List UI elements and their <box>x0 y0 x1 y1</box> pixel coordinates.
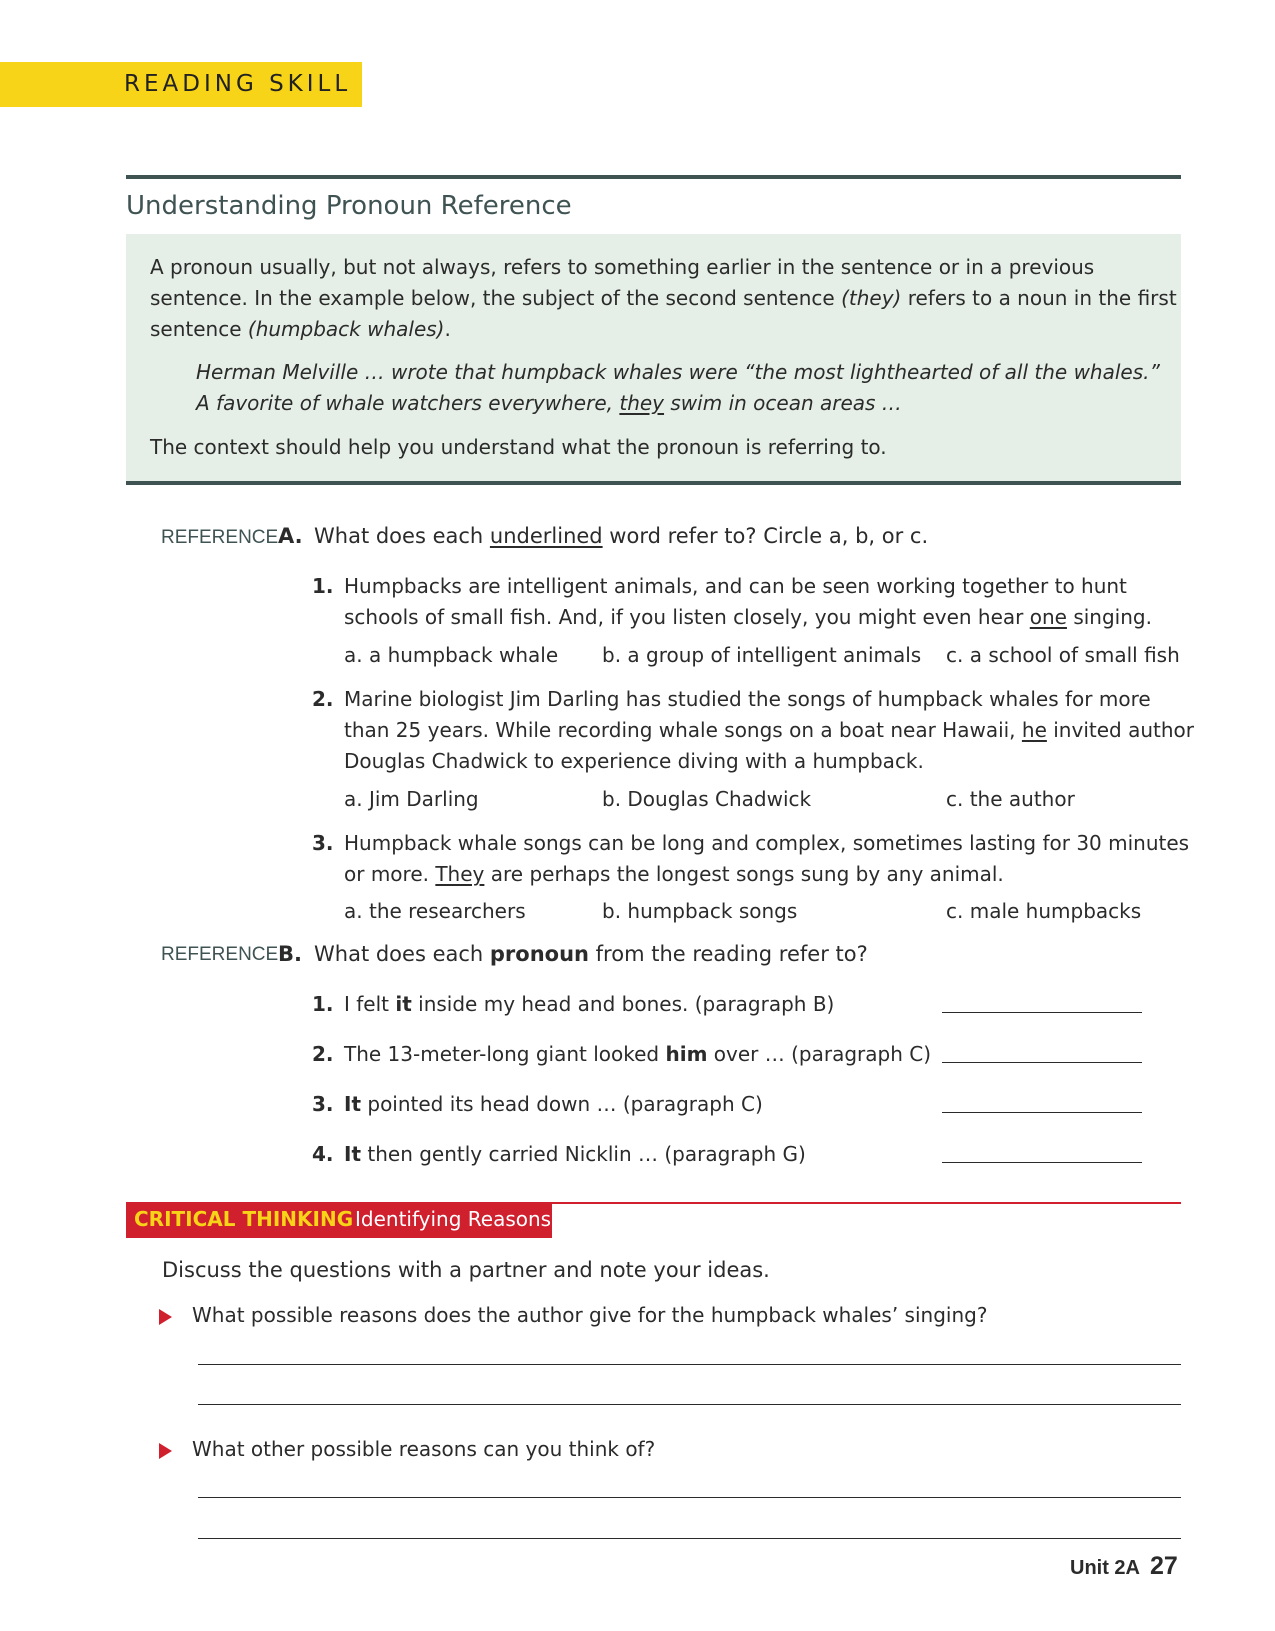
skill-intro-line-3: sentence (humpback whales). <box>150 317 451 341</box>
ct-answer-line-2a[interactable] <box>198 1497 1181 1498</box>
a3-option-a[interactable]: a. the researchers <box>344 899 526 923</box>
a2-line-2: than 25 years. While recording whale songs on a boat near Hawaii, he invited author <box>344 718 1194 742</box>
section-label: READING SKILL <box>124 71 352 97</box>
b4-text: It then gently carried Nicklin … (paragraph G) <box>344 1142 806 1166</box>
a1-option-c[interactable]: c. a school of small fish <box>946 643 1180 667</box>
ct-answer-line-1b[interactable] <box>198 1404 1181 1405</box>
ct-question-1: What possible reasons does the author give for the humpback whales’ singing? <box>192 1303 988 1327</box>
exercise-b-tag: REFERENCE <box>161 944 279 965</box>
a3-line-1: Humpback whale songs can be long and complex, sometimes lasting for 30 minutes <box>344 831 1190 855</box>
exercise-a-tag: REFERENCE <box>161 527 279 548</box>
example-underlined-pronoun: they <box>619 391 665 415</box>
a2-underlined-word: he <box>1021 718 1047 742</box>
b1-text: I felt it inside my head and bones. (paragraph B) <box>344 992 835 1016</box>
critical-thinking-tab <box>126 1202 552 1238</box>
b3-number: 3. <box>312 1092 334 1116</box>
critical-thinking-heading: CRITICAL THINKING <box>134 1207 354 1231</box>
b3-text: It pointed its head down … (paragraph C) <box>344 1092 763 1116</box>
b3-answer-blank[interactable] <box>942 1112 1142 1113</box>
a1-option-b[interactable]: b. a group of intelligent animals <box>602 643 922 667</box>
a2-number: 2. <box>312 687 334 711</box>
a1-option-a[interactable]: a. a humpback whale <box>344 643 559 667</box>
bullet-triangle-icon <box>159 1309 172 1325</box>
b2-text: The 13-meter-long giant looked him over … (paragraph C) <box>344 1042 931 1066</box>
skill-bottom-rule <box>126 481 1181 485</box>
exercise-a-instruction: A. What does each underlined word refer to? Circle a, b, or c. <box>278 524 929 548</box>
a2-option-b[interactable]: b. Douglas Chadwick <box>602 787 812 811</box>
a2-line-3: Douglas Chadwick to experience diving with a humpback. <box>344 749 924 773</box>
a2-option-c[interactable]: c. the author <box>946 787 1075 811</box>
page-footer <box>1070 1552 1178 1581</box>
a1-line-1: Humpbacks are intelligent animals, and can be seen working together to hunt <box>344 574 1127 598</box>
b4-number: 4. <box>312 1142 334 1166</box>
b4-answer-blank[interactable] <box>942 1162 1142 1163</box>
critical-thinking-instruction: Discuss the questions with a partner and note your ideas. <box>162 1258 770 1282</box>
example-line-2: A favorite of whale watchers everywhere, they swim in ocean areas … <box>196 391 902 415</box>
b2-number: 2. <box>312 1042 334 1066</box>
skill-intro-line-2: sentence. In the example below, the subject of the second sentence (they) refers to a noun in the first <box>150 286 1177 310</box>
a1-line-2: schools of small fish. And, if you listen closely, you might even hear one singing. <box>344 605 1152 629</box>
critical-thinking-subheading: Identifying Reasons <box>355 1207 552 1231</box>
a1-number: 1. <box>312 574 334 598</box>
b1-answer-blank[interactable] <box>942 1012 1142 1013</box>
skill-title: Understanding Pronoun Reference <box>126 191 572 221</box>
ct-question-2: What other possible reasons can you think of? <box>192 1437 656 1461</box>
ct-answer-line-1a[interactable] <box>198 1364 1181 1365</box>
a3-line-2: or more. They are perhaps the longest songs sung by any animal. <box>344 862 1004 886</box>
bullet-triangle-icon <box>159 1443 172 1459</box>
b2-answer-blank[interactable] <box>942 1062 1142 1063</box>
skill-closing: The context should help you understand what the pronoun is referring to. <box>150 435 887 459</box>
page-number: 27 <box>1150 1552 1178 1580</box>
ct-answer-line-2b[interactable] <box>198 1538 1181 1539</box>
section-header-tab <box>0 62 362 107</box>
example-line-1: Herman Melville … wrote that humpback whales were “the most lighthearted of all the whales.” <box>196 360 1160 384</box>
exercise-b-instruction: B. What does each pronoun from the reading refer to? <box>278 942 868 966</box>
unit-label: Unit 2A <box>1070 1557 1140 1579</box>
skill-intro-line-1: A pronoun usually, but not always, refers to something earlier in the sentence or in a previous <box>150 255 1095 279</box>
b1-number: 1. <box>312 992 334 1016</box>
a3-option-c[interactable]: c. male humpbacks <box>946 899 1142 923</box>
a3-underlined-word: They <box>435 862 485 886</box>
skill-top-rule <box>126 175 1181 179</box>
a1-underlined-word: one <box>1029 605 1067 629</box>
a2-line-1: Marine biologist Jim Darling has studied the songs of humpback whales for more <box>344 687 1151 711</box>
a3-option-b[interactable]: b. humpback songs <box>602 899 798 923</box>
a2-option-a[interactable]: a. Jim Darling <box>344 787 479 811</box>
a3-number: 3. <box>312 831 334 855</box>
